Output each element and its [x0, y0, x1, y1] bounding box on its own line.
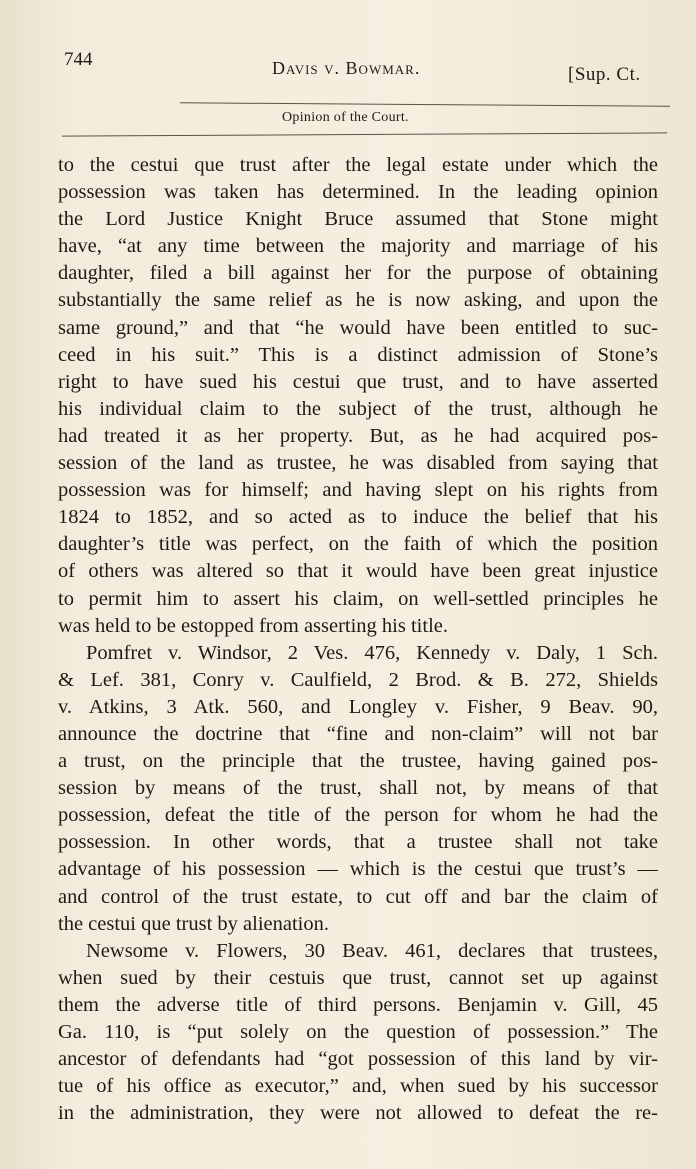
text-line: possession was taken has determined. In the leading opinion — [58, 181, 658, 204]
text-line: and control of the trust estate, to cut off and bar the claim of — [58, 885, 658, 908]
running-title: Davis v. Bowmar. — [272, 58, 421, 78]
text-line: had treated it as her property. But, as he had acquired pos- — [58, 424, 658, 447]
text-line: session by means of the trust, shall not, by means of that — [58, 777, 658, 800]
header-rule-top — [180, 102, 670, 106]
text-line: ceed in his suit.” This is a distinct admission of Stone’s — [58, 343, 658, 366]
text-line: & Lef. 381, Conry v. Caulfield, 2 Brod. & B. 272, Shields — [58, 668, 658, 691]
text-line: when sued by their cestuis que trust, cannot set up against — [58, 966, 658, 989]
text-line: have, “at any time between the majority and marriage of his — [58, 235, 658, 258]
text-line: to permit him to assert his claim, on well-settled principles he — [58, 587, 658, 610]
body-text — [58, 152, 658, 1127]
text-line: his individual claim to the subject of the trust, although he — [58, 397, 658, 420]
header-rule-bottom — [62, 132, 667, 136]
page-header — [0, 46, 696, 86]
text-line: them the adverse title of third persons. Benjamin v. Gill, 45 — [58, 993, 658, 1016]
text-line: of others was altered so that it would have been great injustice — [58, 560, 658, 583]
text-line: substantially the same relief as he is now asking, and upon the — [58, 289, 658, 312]
text-line: the cestui que trust by alienation. — [58, 912, 329, 935]
text-line: Ga. 110, is “put solely on the question of possession.” The — [58, 1021, 658, 1043]
text-line: was held to be estopped from asserting his title. — [58, 614, 448, 637]
text-line: ancestor of defendants had “got possession of this land by vir- — [58, 1048, 658, 1071]
text-line: advantage of his possession — which is the cestui que trust’s — — [58, 858, 658, 881]
text-line: in the administration, they were not allowed to defeat the re- — [58, 1102, 658, 1125]
text-line: right to have sued his cestui que trust, and to have asserted — [58, 370, 658, 393]
text-line: Newsome v. Flowers, 30 Beav. 461, declares that trustees, — [86, 939, 658, 962]
text-line: same ground,” and that “he would have been entitled to suc- — [58, 316, 658, 339]
text-line: to the cestui que trust after the legal estate under which the — [58, 154, 658, 176]
text-line: tue of his office as executor,” and, when sued by his successor — [58, 1075, 658, 1098]
text-line: possession was for himself; and having slept on his rights from — [58, 479, 658, 502]
text-line: daughter, filed a bill against her for the purpose of obtaining — [58, 262, 658, 285]
text-line: possession, defeat the title of the person for whom he had the — [58, 804, 658, 827]
text-line: the Lord Justice Knight Bruce assumed that Stone might — [58, 208, 658, 231]
text-line: session of the land as trustee, he was disabled from saying that — [58, 452, 658, 475]
text-line: possession. In other words, that a trustee shall not take — [58, 831, 658, 854]
text-line: Pomfret v. Windsor, 2 Ves. 476, Kennedy v. Daly, 1 Sch. — [86, 641, 658, 664]
text-line: a trust, on the principle that the trustee, having gained pos- — [58, 750, 658, 773]
section-subheading: Opinion of the Court. — [282, 110, 409, 125]
text-line: announce the doctrine that “fine and non-claim” will not bar — [58, 722, 658, 745]
text-line: v. Atkins, 3 Atk. 560, and Longley v. Fisher, 9 Beav. 90, — [58, 695, 658, 718]
page-number: 744 — [64, 49, 93, 70]
court-abbreviation: [Sup. Ct. — [568, 64, 641, 85]
text-line: daughter’s title was perfect, on the faith of which the position — [58, 533, 658, 556]
text-line: 1824 to 1852, and so acted as to induce the belief that his — [58, 506, 658, 529]
